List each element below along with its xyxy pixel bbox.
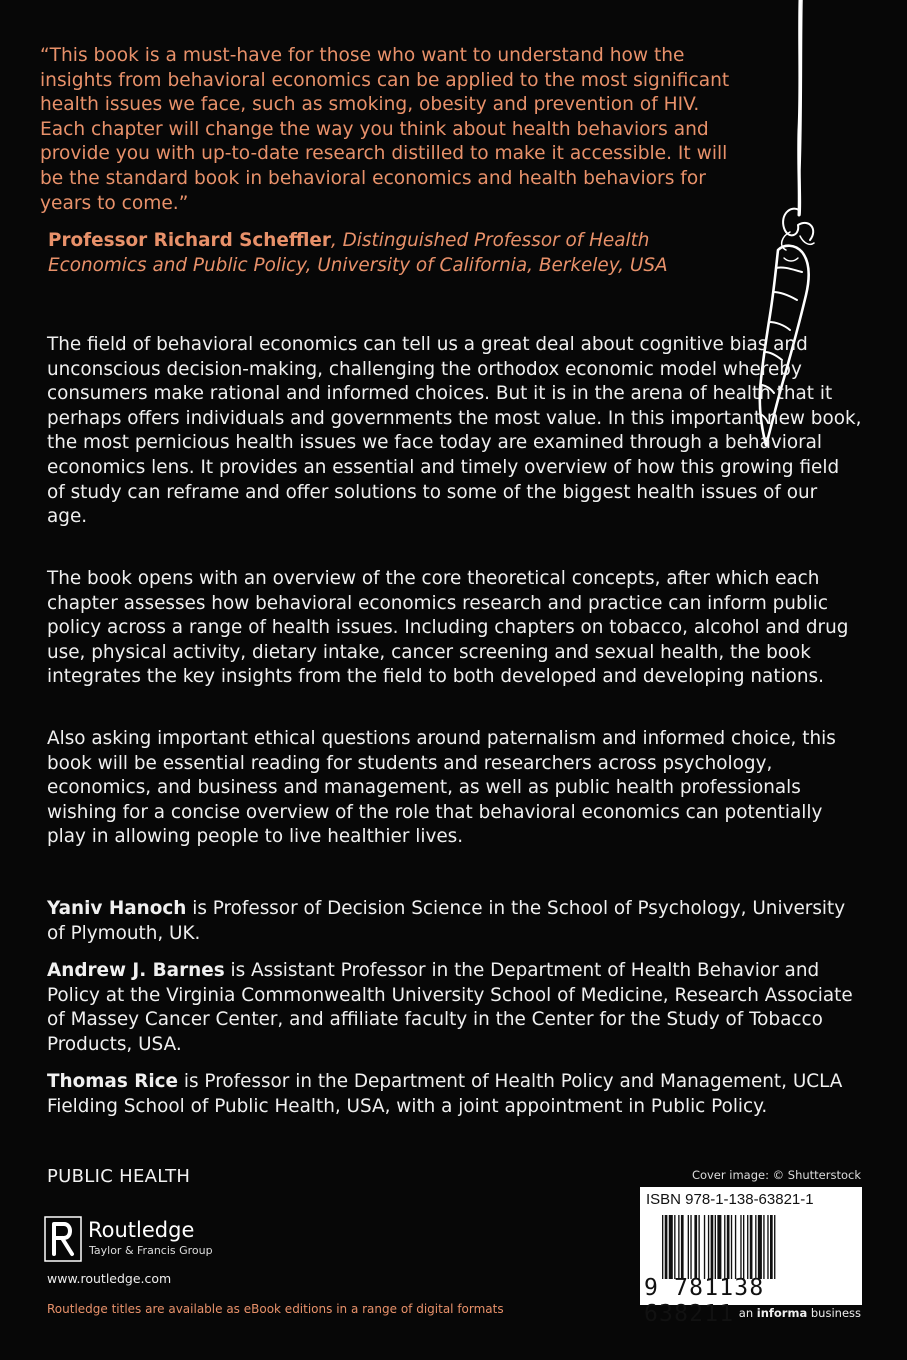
publisher-name: Routledge	[88, 1218, 195, 1242]
informa-brand: informa	[756, 1306, 808, 1320]
author-name: Thomas Rice	[47, 1071, 179, 1092]
author-bio	[47, 959, 867, 1057]
ebook-note: Routledge titles are available as eBook editions in a range of digital formats	[47, 1302, 504, 1316]
author-name: Yaniv Hanoch	[47, 898, 187, 919]
author-bio	[47, 897, 867, 946]
cover-credit: Cover image: © Shutterstock	[691, 1168, 861, 1182]
endorsement-attribution	[48, 229, 728, 278]
publisher-website: www.routledge.com	[47, 1271, 172, 1286]
author-name: Andrew J. Barnes	[47, 960, 225, 981]
author-bio-text: is Professor of Decision Science in the School of Psychology, University of Plymouth, UK.	[47, 898, 846, 944]
barcode-icon	[662, 1215, 852, 1279]
endorser-affiliation: , Distinguished Professor of Health Economics and Public Policy, University of California, Berkeley, USA	[48, 230, 668, 276]
isbn-digits: 9 781138 638211	[644, 1275, 765, 1327]
description-paragraph: Also asking important ethical questions around paternalism and informed choice, this book will be essential reading for students and researchers across psychology, economics, and business and management, as well as public health professionals wishing for a concise overview of the role that behavioral economics can potentially play in allowing people to live healthier lives.	[47, 728, 836, 848]
description-paragraph: The field of behavioral economics can tell us a great deal about cognitive bias and unconscious decision-making, challenging the orthodox economic model whereby consumers make rational and informed choices. But it is in the arena of health that it perhaps offers individuals and governments the most value. In this important new book, the most pernicious health issues we face today are examined through a behavioral economics lens. It provides an essential and timely overview of how this growing field of study can reframe and offer solutions to some of the biggest health issues of our age.	[47, 334, 862, 528]
author-bio-text: is Professor in the Department of Health Policy and Management, UCLA Fielding School of Public Health, USA, with a joint appointment in Public Policy.	[47, 1071, 843, 1117]
subject-category: PUBLIC HEALTH	[47, 1166, 191, 1187]
endorsement-quote: “This book is a must-have for those who want to understand how the insights from behavioral economics can be applied to the most significant health issues we face, such as smoking, obesity and prevention of HIV. Each chapter will change the way you think about health behaviors and provide you with up-to-date research distilled to make it accessible. It will be the standard book in behavioral economics and health behaviors for years to come.”	[40, 45, 730, 214]
informa-tagline: an informa business	[738, 1306, 861, 1320]
publisher-group: Taylor & Francis Group	[89, 1244, 213, 1257]
endorser-name: Professor Richard Scheffler	[48, 230, 331, 251]
description-paragraph: The book opens with an overview of the core theoretical concepts, after which each chapter assesses how behavioral economics research and practice can inform public policy across a range of health issues. Including chapters on tobacco, alcohol and drug use, physical activity, dietary intake, cancer screening and sexual health, the book integrates the key insights from the field to both developed and developing nations.	[47, 568, 849, 688]
routledge-logo-icon	[44, 1216, 82, 1262]
publisher-logo	[44, 1216, 244, 1262]
isbn-label: ISBN 978-1-138-63821-1	[646, 1191, 814, 1208]
author-bio	[47, 1070, 867, 1119]
author-bio-text: is Assistant Professor in the Department of Health Behavior and Policy at the Virginia Commonwealth University School of Medicine, Research Associate of Massey Cancer Center, and affiliate faculty in the Center for the Study of Tobacco Products, USA.	[47, 960, 853, 1055]
